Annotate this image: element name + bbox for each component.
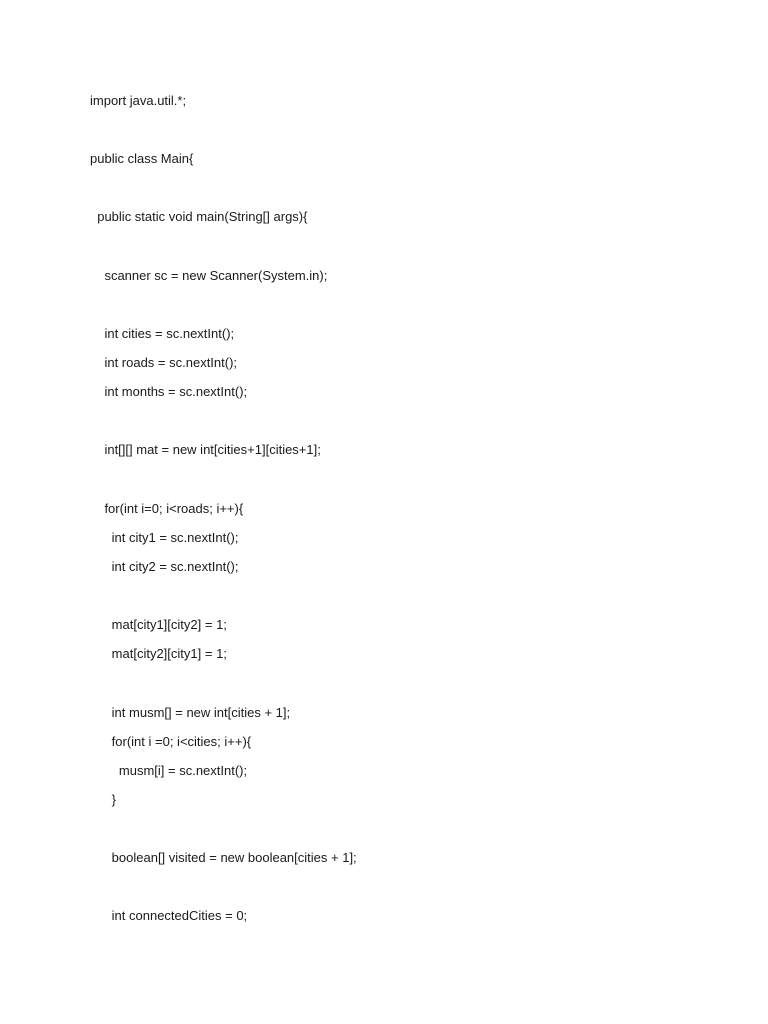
code-line-roads: int roads = sc.nextInt();: [90, 355, 238, 370]
code-line-visited: boolean[] visited = new boolean[cities + 1];: [90, 850, 357, 865]
code-line-main-method: public static void main(String[] args){: [90, 209, 308, 224]
code-line-import: import java.util.*;: [90, 93, 187, 108]
code-line-for-roads: for(int i=0; i<roads; i++){: [90, 501, 244, 516]
code-line-city2: int city2 = sc.nextInt();: [90, 559, 239, 574]
code-line-for-cities: for(int i =0; i<cities; i++){: [90, 734, 252, 749]
code-line-scanner: scanner sc = new Scanner(System.in);: [90, 268, 328, 283]
code-line-months: int months = sc.nextInt();: [90, 384, 248, 399]
code-line-musm-assign: musm[i] = sc.nextInt();: [90, 763, 248, 778]
code-line-cities: int cities = sc.nextInt();: [90, 326, 235, 341]
code-line-class-declaration: public class Main{: [90, 151, 194, 166]
code-line-musm-array: int musm[] = new int[cities + 1];: [90, 705, 291, 720]
code-line-mat-city1-city2: mat[city1][city2] = 1;: [90, 617, 227, 632]
code-line-matrix: int[][] mat = new int[cities+1][cities+1];: [90, 442, 321, 457]
code-line-city1: int city1 = sc.nextInt();: [90, 530, 239, 545]
code-line-connected-cities: int connectedCities = 0;: [90, 908, 248, 923]
code-line-mat-city2-city1: mat[city2][city1] = 1;: [90, 646, 227, 661]
code-line-close-brace: }: [90, 792, 117, 807]
